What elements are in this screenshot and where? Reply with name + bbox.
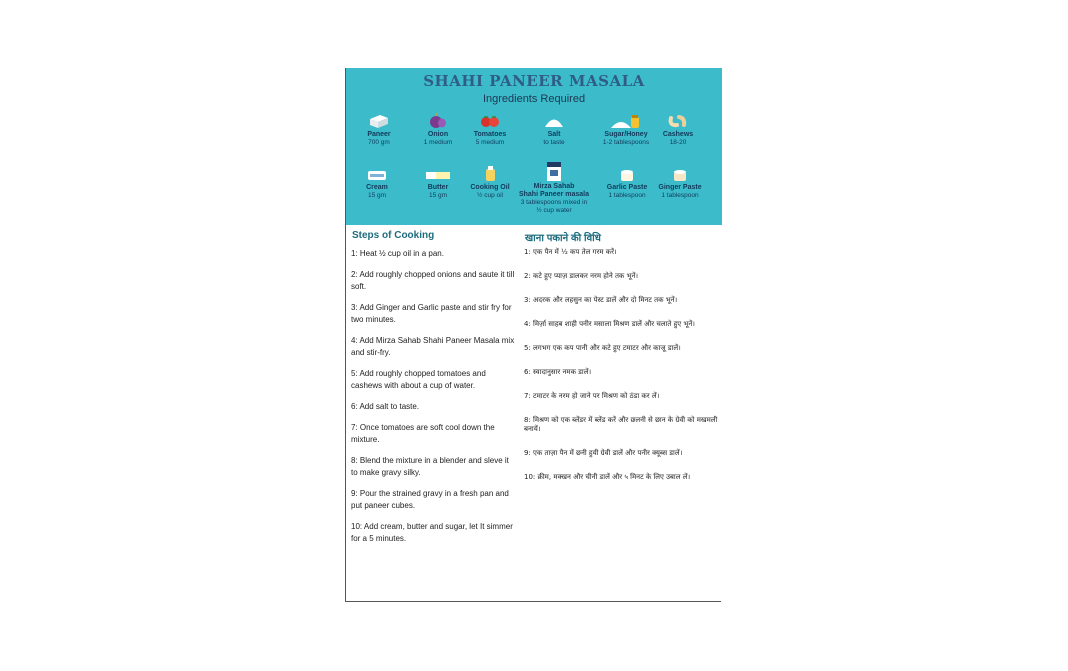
ingredient-sugar-honey: Sugar/Honey 1-2 tablespoons [581,112,671,147]
step-hi-1: 1: एक पैन में ½ कप तेल गरम करें। [524,248,617,256]
paneer-icon [366,112,392,130]
recipe-card [345,68,721,602]
cream-icon [364,165,390,183]
ingredient-tomatoes: Tomatoes 5 medium [445,112,535,147]
step-en-8: 8: Blend the mixture in a blender and sleve it to make gravy silky. [351,456,509,477]
step-hi-2: 2: कटे हुए प्याज़ डालकर नरम होने तक भूनें। [524,272,638,280]
oil-icon [477,165,503,183]
step-hi-10: 10: क्रीम, मक्खन और चीनी डालें और ५ मिनट के लिए उबाल लें। [524,473,691,481]
step-en-5: 5: Add roughly chopped tomatoes and cashews with about a cup of water. [351,369,486,390]
recipe-title: SHAHI PANEER MASALA [423,72,645,90]
ingredient-cream: Cream 15 gm [332,165,422,200]
cashew-icon [665,112,691,130]
step-en-3: 3: Add Ginger and Garlic paste and stir fry for two minutes. [351,303,512,324]
steps-hindi-title: खाना पकाने की विधि [525,233,601,244]
steps-hindi [524,230,718,497]
ingredients-header [346,68,722,225]
step-hi-3: 3: अदरक और लहसुन का पेस्ट डालें और दो मिनट तक भूनें। [524,296,678,304]
step-en-9: 9: Pour the strained gravy in a fresh pan and put paneer cubes. [351,489,509,510]
step-en-6: 6: Add salt to taste. [351,402,420,411]
step-hi-4: 4: मिर्ज़ा साहब शाही पनीर मसाला मिश्रण डालें और चलाते हुए भूनें। [524,320,695,328]
ingredient-mirza-sahab-masala: Mirza Sahab Shahi Paneer masala 3 tablespoons mixed in ½ cup water [509,160,599,215]
ingredient-cooking-oil: Cooking Oil ½ cup oil [445,165,535,200]
ginger-paste-icon [667,165,693,183]
salt-icon [541,112,567,130]
ingredient-cashews: Cashews 18-20 [633,112,723,147]
ingredient-butter: Butter 15 gm [393,165,483,200]
step-en-2: 2: Add roughly chopped onions and saute it till soft. [351,270,515,291]
step-hi-6: 6: स्वादानुसार नमक डालें। [524,368,592,376]
ingredient-ginger-paste: Ginger Paste 1 tablespoon [635,165,725,200]
step-hi-8: 8: मिश्रण को एक ब्लेंडर में ब्लेंड करें और छलनी से छान के ग्रेवी को मखमली बनायें। [524,416,718,433]
step-hi-9: 9: एक ताज़ा पैन में छनी हुयी ग्रेवी डालें और पनीर क्यूब्स डालें। [524,449,683,457]
step-hi-5: 5: लगभग एक कप पानी और कटे हुए टमाटर और काजू डालें। [524,344,681,352]
masala-pack-icon [541,160,567,182]
ingredient-garlic-paste: Garlic Paste 1 tablespoon [582,165,672,200]
ingredient-onion: Onion 1 medium [393,112,483,147]
steps-english [351,230,517,554]
steps-english-title: Steps of Cooking [352,230,435,241]
step-hi-7: 7: टमाटर के नरम हो जाने पर मिश्रण को ठंडा कर लें। [524,392,660,400]
ingredient-paneer: Paneer 700 gm [334,112,424,147]
step-en-4: 4: Add Mirza Sahab Shahi Paneer Masala mix and stir-fry. [351,336,515,357]
ingredient-salt: Salt to taste [509,112,599,147]
step-en-10: 10: Add cream, butter and sugar, let It simmer for a 5 minutes. [351,522,513,543]
step-en-1: 1: Heat ½ cup oil in a pan. [351,249,444,258]
ingredients-subtitle: Ingredients Required [482,93,586,105]
step-en-7: 7: Once tomatoes are soft cool down the mixture. [351,423,495,444]
tomato-icon [477,112,503,130]
